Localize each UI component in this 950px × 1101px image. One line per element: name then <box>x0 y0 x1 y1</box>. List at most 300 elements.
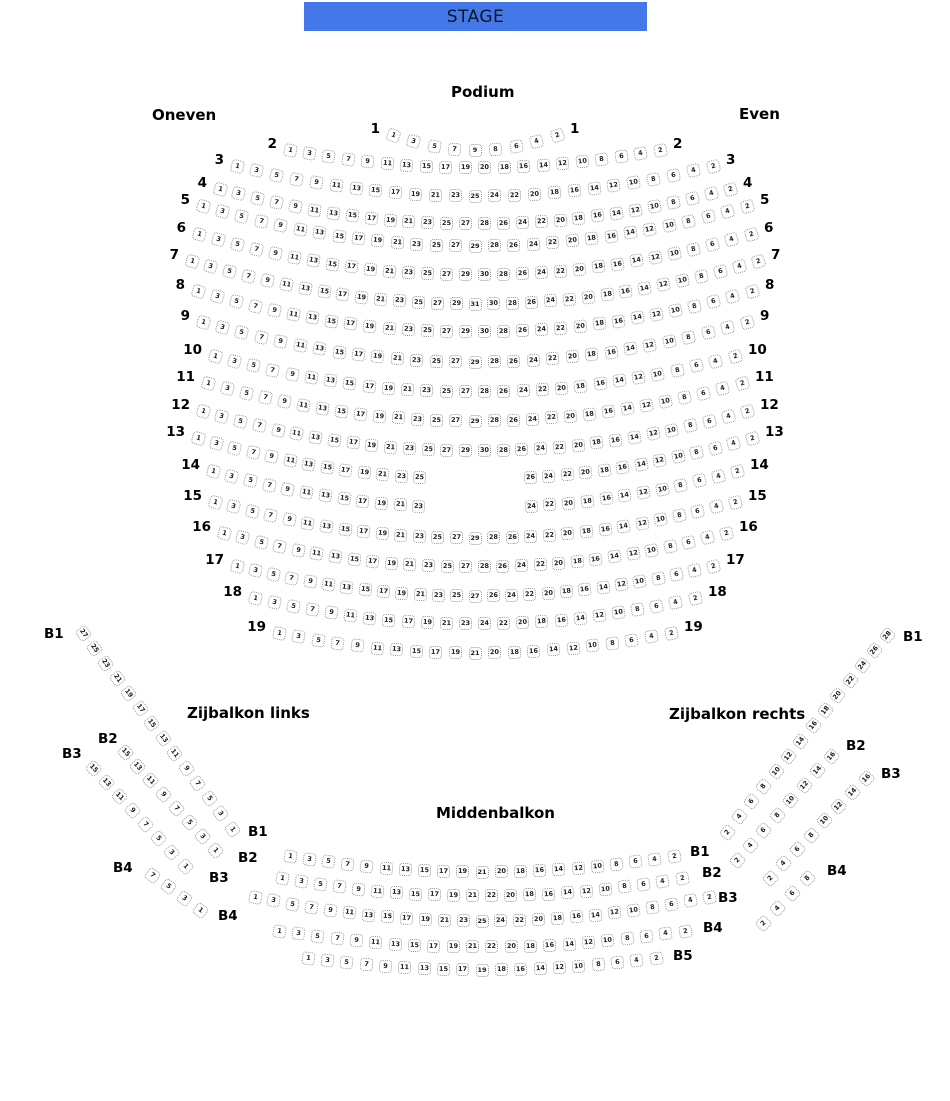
seat-podium-18-21[interactable]: 21 <box>440 617 453 630</box>
seat-podium-7-28[interactable]: 28 <box>506 296 520 310</box>
seat-podium-8-14[interactable]: 14 <box>630 310 645 325</box>
seat-podium-10-15[interactable]: 15 <box>343 376 358 391</box>
seat-middenbalkon-B2-22[interactable]: 22 <box>485 889 498 902</box>
seat-podium-5-2[interactable]: 2 <box>739 198 755 214</box>
seat-podium-9-28[interactable]: 28 <box>488 355 501 368</box>
seat-middenbalkon-B1-21[interactable]: 21 <box>476 866 489 879</box>
seat-podium-15-7[interactable]: 7 <box>263 508 278 523</box>
seat-podium-9-19[interactable]: 19 <box>371 350 385 364</box>
seat-podium-17-25[interactable]: 25 <box>450 589 463 602</box>
seat-podium-8-25[interactable]: 25 <box>420 324 434 338</box>
seat-podium-19-3[interactable]: 3 <box>291 629 306 644</box>
seat-podium-9-17[interactable]: 17 <box>351 347 366 362</box>
seat-podium-17-14[interactable]: 14 <box>596 580 611 595</box>
seat-podium-14-3[interactable]: 3 <box>224 468 240 484</box>
seat-podium-11-19[interactable]: 19 <box>373 409 387 423</box>
seat-podium-14-18[interactable]: 18 <box>580 494 594 508</box>
seat-podium-8-23[interactable]: 23 <box>401 323 415 337</box>
seat-podium-10-10[interactable]: 10 <box>650 367 665 382</box>
seat-podium-11-2[interactable]: 2 <box>734 375 750 391</box>
seat-podium-14-8[interactable]: 8 <box>673 477 689 493</box>
seat-middenbalkon-B1-2[interactable]: 2 <box>667 849 682 864</box>
seat-podium-9-6[interactable]: 6 <box>700 325 716 341</box>
seat-podium-13-7[interactable]: 7 <box>246 445 262 461</box>
seat-zijbalkon-rechts-B3-10[interactable]: 10 <box>816 812 834 830</box>
seat-podium-6-4[interactable]: 4 <box>724 231 740 247</box>
seat-podium-3-12[interactable]: 12 <box>606 178 621 193</box>
seat-podium-12-27[interactable]: 27 <box>440 444 453 457</box>
seat-podium-2-18[interactable]: 18 <box>498 161 511 174</box>
seat-podium-8-4[interactable]: 4 <box>725 288 741 304</box>
seat-podium-4-24[interactable]: 24 <box>515 216 529 230</box>
seat-podium-6-18[interactable]: 18 <box>591 259 606 274</box>
seat-podium-16-21[interactable]: 21 <box>403 558 417 572</box>
seat-podium-12-8[interactable]: 8 <box>683 418 699 434</box>
seat-middenbalkon-B5-11[interactable]: 11 <box>398 961 412 975</box>
seat-podium-5-20[interactable]: 20 <box>565 234 579 248</box>
seat-middenbalkon-B3-23[interactable]: 23 <box>456 914 469 927</box>
seat-podium-19-21[interactable]: 21 <box>469 647 482 660</box>
seat-podium-12-26[interactable]: 26 <box>515 443 529 457</box>
seat-podium-14-16[interactable]: 16 <box>599 491 614 506</box>
seat-podium-13-13[interactable]: 13 <box>301 457 316 472</box>
seat-podium-2-17[interactable]: 17 <box>439 161 452 174</box>
seat-podium-17-23[interactable]: 23 <box>432 589 445 602</box>
seat-podium-6-15[interactable]: 15 <box>325 257 340 272</box>
seat-podium-3-5[interactable]: 5 <box>269 167 284 182</box>
seat-podium-9-9[interactable]: 9 <box>273 334 288 349</box>
seat-zijbalkon-rechts-B2-8[interactable]: 8 <box>768 806 786 824</box>
seat-middenbalkon-B3-14[interactable]: 14 <box>588 908 602 922</box>
seat-middenbalkon-B5-17[interactable]: 17 <box>456 963 469 976</box>
seat-middenbalkon-B2-13[interactable]: 13 <box>389 886 403 900</box>
seat-podium-16-23[interactable]: 23 <box>422 559 436 573</box>
seat-podium-10-26[interactable]: 26 <box>497 385 510 398</box>
seat-podium-9-24[interactable]: 24 <box>526 353 540 367</box>
seat-middenbalkon-B5-2[interactable]: 2 <box>649 951 664 966</box>
seat-podium-15-26[interactable]: 26 <box>505 530 519 544</box>
seat-podium-16-2[interactable]: 2 <box>718 525 734 541</box>
seat-zijbalkon-links-B4-3[interactable]: 3 <box>175 889 193 907</box>
seat-zijbalkon-rechts-B1-12[interactable]: 12 <box>779 747 797 765</box>
seat-podium-19-10[interactable]: 10 <box>585 639 599 653</box>
seat-podium-2-13[interactable]: 13 <box>400 159 414 173</box>
seat-podium-14-19[interactable]: 19 <box>374 496 388 510</box>
seat-podium-17-13[interactable]: 13 <box>340 580 355 595</box>
seat-podium-2-10[interactable]: 10 <box>575 155 589 169</box>
seat-podium-7-19[interactable]: 19 <box>355 290 369 304</box>
seat-podium-6-8[interactable]: 8 <box>686 241 702 257</box>
seat-middenbalkon-B3-25[interactable]: 25 <box>476 915 489 928</box>
seat-podium-18-2[interactable]: 2 <box>687 590 703 606</box>
seat-podium-3-7[interactable]: 7 <box>289 172 304 187</box>
seat-podium-18-10[interactable]: 10 <box>611 606 626 621</box>
seat-zijbalkon-rechts-B4-4[interactable]: 4 <box>768 899 786 917</box>
seat-podium-15-20[interactable]: 20 <box>561 526 575 540</box>
seat-podium-18-24[interactable]: 24 <box>478 617 491 630</box>
seat-podium-10-21[interactable]: 21 <box>401 383 415 397</box>
seat-podium-2-2[interactable]: 2 <box>652 142 667 157</box>
seat-podium-5-15[interactable]: 15 <box>332 229 347 244</box>
seat-podium-10-14[interactable]: 14 <box>612 373 627 388</box>
seat-podium-5-24[interactable]: 24 <box>526 237 540 251</box>
seat-podium-10-12[interactable]: 12 <box>631 370 646 385</box>
seat-zijbalkon-rechts-B3-12[interactable]: 12 <box>829 797 847 815</box>
seat-podium-9-7[interactable]: 7 <box>253 330 269 346</box>
seat-middenbalkon-B2-9[interactable]: 9 <box>351 882 365 896</box>
seat-podium-3-25[interactable]: 25 <box>469 190 482 203</box>
seat-middenbalkon-B2-14[interactable]: 14 <box>561 886 575 900</box>
seat-middenbalkon-B3-21[interactable]: 21 <box>437 914 450 927</box>
seat-podium-1-9[interactable]: 9 <box>469 144 482 157</box>
seat-podium-7-11[interactable]: 11 <box>279 277 294 292</box>
seat-middenbalkon-B3-5[interactable]: 5 <box>285 897 300 912</box>
seat-podium-6-12[interactable]: 12 <box>648 250 663 265</box>
seat-podium-7-7[interactable]: 7 <box>241 269 257 285</box>
seat-podium-19-4[interactable]: 4 <box>644 629 659 644</box>
seat-zijbalkon-links-B2-1[interactable]: 1 <box>206 841 224 859</box>
seat-podium-2-8[interactable]: 8 <box>594 152 609 167</box>
seat-podium-19-8[interactable]: 8 <box>605 636 620 651</box>
seat-podium-11-6[interactable]: 6 <box>696 385 712 401</box>
seat-podium-15-3[interactable]: 3 <box>226 499 242 515</box>
seat-podium-8-12[interactable]: 12 <box>649 307 664 322</box>
seat-middenbalkon-B4-11[interactable]: 11 <box>369 936 383 950</box>
seat-podium-11-15[interactable]: 15 <box>334 404 349 419</box>
seat-zijbalkon-links-B4-7[interactable]: 7 <box>143 866 161 884</box>
seat-podium-10-25[interactable]: 25 <box>439 385 452 398</box>
seat-middenbalkon-B4-17[interactable]: 17 <box>427 939 440 952</box>
seat-podium-16-5[interactable]: 5 <box>253 535 269 551</box>
seat-podium-15-22[interactable]: 22 <box>542 528 556 542</box>
seat-podium-2-3[interactable]: 3 <box>302 146 317 161</box>
seat-podium-16-3[interactable]: 3 <box>235 530 251 546</box>
seat-podium-7-3[interactable]: 3 <box>203 259 219 275</box>
seat-middenbalkon-B3-10[interactable]: 10 <box>626 903 641 918</box>
seat-podium-9-12[interactable]: 12 <box>642 338 657 353</box>
seat-podium-13-20[interactable]: 20 <box>579 465 593 479</box>
seat-podium-9-2[interactable]: 2 <box>739 314 755 330</box>
seat-middenbalkon-B5-19[interactable]: 19 <box>476 964 489 977</box>
seat-zijbalkon-rechts-B2-4[interactable]: 4 <box>741 836 759 854</box>
seat-podium-4-16[interactable]: 16 <box>590 209 605 224</box>
seat-podium-5-11[interactable]: 11 <box>293 222 308 237</box>
seat-podium-5-16[interactable]: 16 <box>604 229 619 244</box>
seat-podium-10-23[interactable]: 23 <box>420 384 434 398</box>
seat-podium-14-7[interactable]: 7 <box>261 477 277 493</box>
seat-zijbalkon-rechts-B1-20[interactable]: 20 <box>829 686 847 704</box>
seat-podium-16-28[interactable]: 28 <box>478 560 491 573</box>
seat-zijbalkon-links-B3-11[interactable]: 11 <box>110 787 128 805</box>
seat-podium-8-19[interactable]: 19 <box>363 319 377 333</box>
seat-podium-11-1[interactable]: 1 <box>200 375 216 391</box>
seat-middenbalkon-B2-5[interactable]: 5 <box>313 877 328 892</box>
seat-podium-11-29[interactable]: 29 <box>469 415 482 428</box>
seat-podium-3-2[interactable]: 2 <box>705 158 721 174</box>
seat-podium-19-7[interactable]: 7 <box>330 636 345 651</box>
seat-podium-6-24[interactable]: 24 <box>535 266 549 280</box>
seat-middenbalkon-B1-4[interactable]: 4 <box>647 852 662 867</box>
seat-podium-8-11[interactable]: 11 <box>286 307 301 322</box>
seat-middenbalkon-B2-8[interactable]: 8 <box>618 880 633 895</box>
seat-zijbalkon-links-B1-25[interactable]: 25 <box>85 639 103 657</box>
seat-podium-15-16[interactable]: 16 <box>598 522 613 537</box>
seat-podium-4-5[interactable]: 5 <box>250 191 266 207</box>
seat-podium-16-20[interactable]: 20 <box>552 556 566 570</box>
seat-podium-11-16[interactable]: 16 <box>601 404 616 419</box>
seat-podium-16-13[interactable]: 13 <box>328 549 343 564</box>
seat-podium-13-18[interactable]: 18 <box>597 463 612 478</box>
seat-podium-8-13[interactable]: 13 <box>305 310 320 325</box>
seat-podium-6-2[interactable]: 2 <box>743 226 759 242</box>
seat-podium-5-10[interactable]: 10 <box>662 218 677 233</box>
seat-podium-9-14[interactable]: 14 <box>623 341 638 356</box>
seat-middenbalkon-B2-4[interactable]: 4 <box>655 874 670 889</box>
seat-podium-3-22[interactable]: 22 <box>508 188 522 202</box>
seat-zijbalkon-rechts-B2-12[interactable]: 12 <box>795 777 813 795</box>
seat-podium-5-1[interactable]: 1 <box>195 198 211 214</box>
seat-podium-15-6[interactable]: 6 <box>690 504 706 520</box>
seat-podium-6-1[interactable]: 1 <box>191 226 207 242</box>
seat-podium-7-5[interactable]: 5 <box>222 264 238 280</box>
seat-zijbalkon-links-B4-1[interactable]: 1 <box>191 901 209 919</box>
seat-podium-4-20[interactable]: 20 <box>553 213 567 227</box>
seat-middenbalkon-B2-17[interactable]: 17 <box>428 888 442 902</box>
seat-podium-7-26[interactable]: 26 <box>525 295 539 309</box>
seat-podium-7-13[interactable]: 13 <box>298 281 313 296</box>
seat-podium-4-19[interactable]: 19 <box>383 213 397 227</box>
seat-podium-8-29[interactable]: 29 <box>459 325 472 338</box>
seat-podium-18-6[interactable]: 6 <box>649 599 664 614</box>
seat-podium-13-26[interactable]: 26 <box>524 470 538 484</box>
seat-podium-2-12[interactable]: 12 <box>556 157 570 171</box>
seat-zijbalkon-links-B1-5[interactable]: 5 <box>200 790 218 808</box>
seat-podium-14-2[interactable]: 2 <box>729 463 745 479</box>
seat-podium-4-7[interactable]: 7 <box>269 195 284 210</box>
seat-podium-6-29[interactable]: 29 <box>459 268 472 281</box>
seat-podium-4-2[interactable]: 2 <box>722 181 738 197</box>
seat-podium-15-9[interactable]: 9 <box>282 512 297 527</box>
seat-podium-10-28[interactable]: 28 <box>478 385 491 398</box>
seat-podium-13-24[interactable]: 24 <box>542 469 556 483</box>
seat-middenbalkon-B5-8[interactable]: 8 <box>591 958 605 972</box>
seat-middenbalkon-B4-12[interactable]: 12 <box>581 936 595 950</box>
seat-middenbalkon-B5-18[interactable]: 18 <box>495 963 508 976</box>
seat-podium-3-24[interactable]: 24 <box>488 189 501 202</box>
seat-podium-12-7[interactable]: 7 <box>251 418 267 434</box>
seat-middenbalkon-B4-10[interactable]: 10 <box>601 934 615 948</box>
seat-podium-1-8[interactable]: 8 <box>488 142 502 156</box>
seat-zijbalkon-links-B1-21[interactable]: 21 <box>108 669 126 687</box>
seat-podium-6-9[interactable]: 9 <box>267 246 282 261</box>
seat-podium-9-29[interactable]: 29 <box>469 356 482 369</box>
seat-podium-2-11[interactable]: 11 <box>380 157 394 171</box>
seat-podium-10-1[interactable]: 1 <box>207 348 223 364</box>
seat-podium-4-27[interactable]: 27 <box>459 217 472 230</box>
seat-podium-8-24[interactable]: 24 <box>535 323 549 337</box>
seat-podium-7-17[interactable]: 17 <box>336 287 351 302</box>
seat-podium-5-23[interactable]: 23 <box>410 237 424 251</box>
seat-podium-12-24[interactable]: 24 <box>534 442 548 456</box>
seat-podium-13-15[interactable]: 15 <box>320 460 335 475</box>
seat-podium-10-19[interactable]: 19 <box>381 381 395 395</box>
seat-podium-11-17[interactable]: 17 <box>353 407 367 421</box>
seat-middenbalkon-B3-2[interactable]: 2 <box>701 889 716 904</box>
seat-podium-9-21[interactable]: 21 <box>390 352 404 366</box>
seat-zijbalkon-rechts-B1-8[interactable]: 8 <box>755 777 773 795</box>
seat-middenbalkon-B5-9[interactable]: 9 <box>378 959 392 973</box>
seat-podium-6-21[interactable]: 21 <box>382 264 396 278</box>
seat-podium-18-17[interactable]: 17 <box>401 615 415 629</box>
seat-podium-15-24[interactable]: 24 <box>524 529 538 543</box>
seat-podium-13-8[interactable]: 8 <box>689 445 705 461</box>
seat-podium-14-23[interactable]: 23 <box>412 499 426 513</box>
seat-middenbalkon-B2-3[interactable]: 3 <box>294 874 309 889</box>
seat-middenbalkon-B2-18[interactable]: 18 <box>523 888 537 902</box>
seat-podium-5-28[interactable]: 28 <box>488 239 501 252</box>
seat-podium-7-9[interactable]: 9 <box>260 273 276 289</box>
seat-podium-14-15[interactable]: 15 <box>337 491 352 506</box>
seat-podium-11-28[interactable]: 28 <box>487 414 500 427</box>
seat-middenbalkon-B4-22[interactable]: 22 <box>485 940 498 953</box>
seat-podium-18-16[interactable]: 16 <box>554 613 568 627</box>
seat-middenbalkon-B2-21[interactable]: 21 <box>466 889 479 902</box>
seat-podium-11-23[interactable]: 23 <box>411 412 425 426</box>
seat-podium-14-10[interactable]: 10 <box>654 481 669 496</box>
seat-podium-11-25[interactable]: 25 <box>430 413 444 427</box>
seat-zijbalkon-rechts-B1-24[interactable]: 24 <box>853 656 871 674</box>
seat-podium-16-27[interactable]: 27 <box>459 560 472 573</box>
seat-podium-14-17[interactable]: 17 <box>355 494 369 508</box>
seat-podium-15-19[interactable]: 19 <box>375 526 389 540</box>
seat-zijbalkon-rechts-B1-26[interactable]: 26 <box>866 641 884 659</box>
seat-podium-13-17[interactable]: 17 <box>338 463 353 478</box>
seat-podium-10-7[interactable]: 7 <box>265 362 280 377</box>
seat-middenbalkon-B4-16[interactable]: 16 <box>543 938 557 952</box>
seat-podium-17-21[interactable]: 21 <box>413 588 427 602</box>
seat-zijbalkon-links-B1-7[interactable]: 7 <box>189 775 207 793</box>
seat-podium-18-9[interactable]: 9 <box>324 606 339 621</box>
seat-podium-13-11[interactable]: 11 <box>283 453 298 468</box>
seat-middenbalkon-B2-15[interactable]: 15 <box>408 887 422 901</box>
seat-podium-8-15[interactable]: 15 <box>324 314 339 329</box>
seat-zijbalkon-links-B1-23[interactable]: 23 <box>97 654 115 672</box>
seat-podium-5-27[interactable]: 27 <box>449 239 462 252</box>
seat-middenbalkon-B2-12[interactable]: 12 <box>580 884 594 898</box>
seat-zijbalkon-links-B4-5[interactable]: 5 <box>159 878 177 896</box>
seat-podium-19-15[interactable]: 15 <box>409 644 423 658</box>
seat-podium-11-9[interactable]: 9 <box>277 394 292 409</box>
seat-podium-13-3[interactable]: 3 <box>208 435 224 451</box>
seat-podium-6-7[interactable]: 7 <box>248 241 264 257</box>
seat-middenbalkon-B2-6[interactable]: 6 <box>637 877 652 892</box>
seat-zijbalkon-rechts-B2-14[interactable]: 14 <box>808 762 826 780</box>
seat-podium-5-4[interactable]: 4 <box>720 204 736 220</box>
seat-podium-11-10[interactable]: 10 <box>658 394 673 409</box>
seat-podium-2-16[interactable]: 16 <box>517 160 531 174</box>
seat-podium-10-13[interactable]: 13 <box>323 373 338 388</box>
seat-middenbalkon-B3-6[interactable]: 6 <box>664 897 679 912</box>
seat-podium-12-19[interactable]: 19 <box>365 438 379 452</box>
seat-zijbalkon-links-B1-13[interactable]: 13 <box>154 729 172 747</box>
seat-podium-6-19[interactable]: 19 <box>363 262 377 276</box>
seat-podium-12-1[interactable]: 1 <box>195 403 211 419</box>
seat-podium-5-9[interactable]: 9 <box>273 218 288 233</box>
seat-podium-17-12[interactable]: 12 <box>614 577 629 592</box>
seat-podium-14-5[interactable]: 5 <box>243 473 259 489</box>
seat-podium-13-4[interactable]: 4 <box>726 435 742 451</box>
seat-podium-9-3[interactable]: 3 <box>214 320 230 336</box>
seat-podium-1-4[interactable]: 4 <box>529 134 545 150</box>
seat-podium-6-10[interactable]: 10 <box>667 246 682 261</box>
seat-podium-3-17[interactable]: 17 <box>389 186 403 200</box>
seat-middenbalkon-B1-19[interactable]: 19 <box>456 865 469 878</box>
seat-middenbalkon-B5-10[interactable]: 10 <box>572 959 586 973</box>
seat-middenbalkon-B4-13[interactable]: 13 <box>388 937 402 951</box>
seat-middenbalkon-B3-9[interactable]: 9 <box>323 903 338 918</box>
seat-podium-15-25[interactable]: 25 <box>431 530 445 544</box>
seat-podium-12-10[interactable]: 10 <box>664 422 679 437</box>
seat-middenbalkon-B3-17[interactable]: 17 <box>399 911 413 925</box>
seat-middenbalkon-B1-20[interactable]: 20 <box>495 865 508 878</box>
seat-middenbalkon-B2-19[interactable]: 19 <box>447 889 460 902</box>
seat-podium-18-1[interactable]: 1 <box>247 590 263 606</box>
seat-podium-11-13[interactable]: 13 <box>315 401 330 416</box>
seat-podium-4-21[interactable]: 21 <box>402 215 416 229</box>
seat-podium-6-5[interactable]: 5 <box>229 237 245 253</box>
seat-podium-11-27[interactable]: 27 <box>449 414 462 427</box>
seat-podium-3-16[interactable]: 16 <box>567 184 581 198</box>
seat-podium-18-18[interactable]: 18 <box>535 615 549 629</box>
seat-zijbalkon-links-B3-5[interactable]: 5 <box>150 829 168 847</box>
seat-podium-11-22[interactable]: 22 <box>544 411 558 425</box>
seat-podium-19-13[interactable]: 13 <box>390 643 404 657</box>
seat-podium-10-18[interactable]: 18 <box>574 379 588 393</box>
seat-podium-11-20[interactable]: 20 <box>563 409 577 423</box>
seat-podium-11-21[interactable]: 21 <box>392 411 406 425</box>
seat-podium-14-9[interactable]: 9 <box>280 481 295 496</box>
seat-podium-14-12[interactable]: 12 <box>636 485 651 500</box>
seat-podium-19-16[interactable]: 16 <box>527 644 541 658</box>
seat-zijbalkon-rechts-B1-14[interactable]: 14 <box>792 732 810 750</box>
seat-podium-7-16[interactable]: 16 <box>618 284 633 299</box>
seat-zijbalkon-rechts-B3-6[interactable]: 6 <box>788 840 806 858</box>
seat-podium-7-23[interactable]: 23 <box>393 294 407 308</box>
seat-podium-16-19[interactable]: 19 <box>384 556 398 570</box>
seat-podium-14-21[interactable]: 21 <box>393 498 407 512</box>
seat-podium-8-5[interactable]: 5 <box>228 294 244 310</box>
seat-middenbalkon-B3-20[interactable]: 20 <box>532 913 546 927</box>
seat-podium-8-30[interactable]: 30 <box>478 325 491 338</box>
seat-podium-11-5[interactable]: 5 <box>238 385 254 401</box>
seat-podium-6-14[interactable]: 14 <box>629 253 644 268</box>
seat-podium-17-16[interactable]: 16 <box>578 582 592 596</box>
seat-podium-18-8[interactable]: 8 <box>630 602 645 617</box>
seat-zijbalkon-rechts-B3-2[interactable]: 2 <box>761 869 779 887</box>
seat-middenbalkon-B5-5[interactable]: 5 <box>340 956 354 970</box>
seat-podium-6-25[interactable]: 25 <box>421 267 435 281</box>
seat-podium-11-8[interactable]: 8 <box>677 390 693 406</box>
seat-middenbalkon-B4-15[interactable]: 15 <box>407 938 421 952</box>
seat-podium-16-16[interactable]: 16 <box>589 552 604 567</box>
seat-podium-12-12[interactable]: 12 <box>646 426 661 441</box>
seat-podium-17-3[interactable]: 3 <box>247 563 263 579</box>
seat-podium-4-9[interactable]: 9 <box>288 199 303 214</box>
seat-podium-2-20[interactable]: 20 <box>478 161 491 174</box>
seat-middenbalkon-B2-7[interactable]: 7 <box>332 880 347 895</box>
seat-podium-18-19[interactable]: 19 <box>420 616 434 630</box>
seat-podium-16-4[interactable]: 4 <box>700 530 716 546</box>
